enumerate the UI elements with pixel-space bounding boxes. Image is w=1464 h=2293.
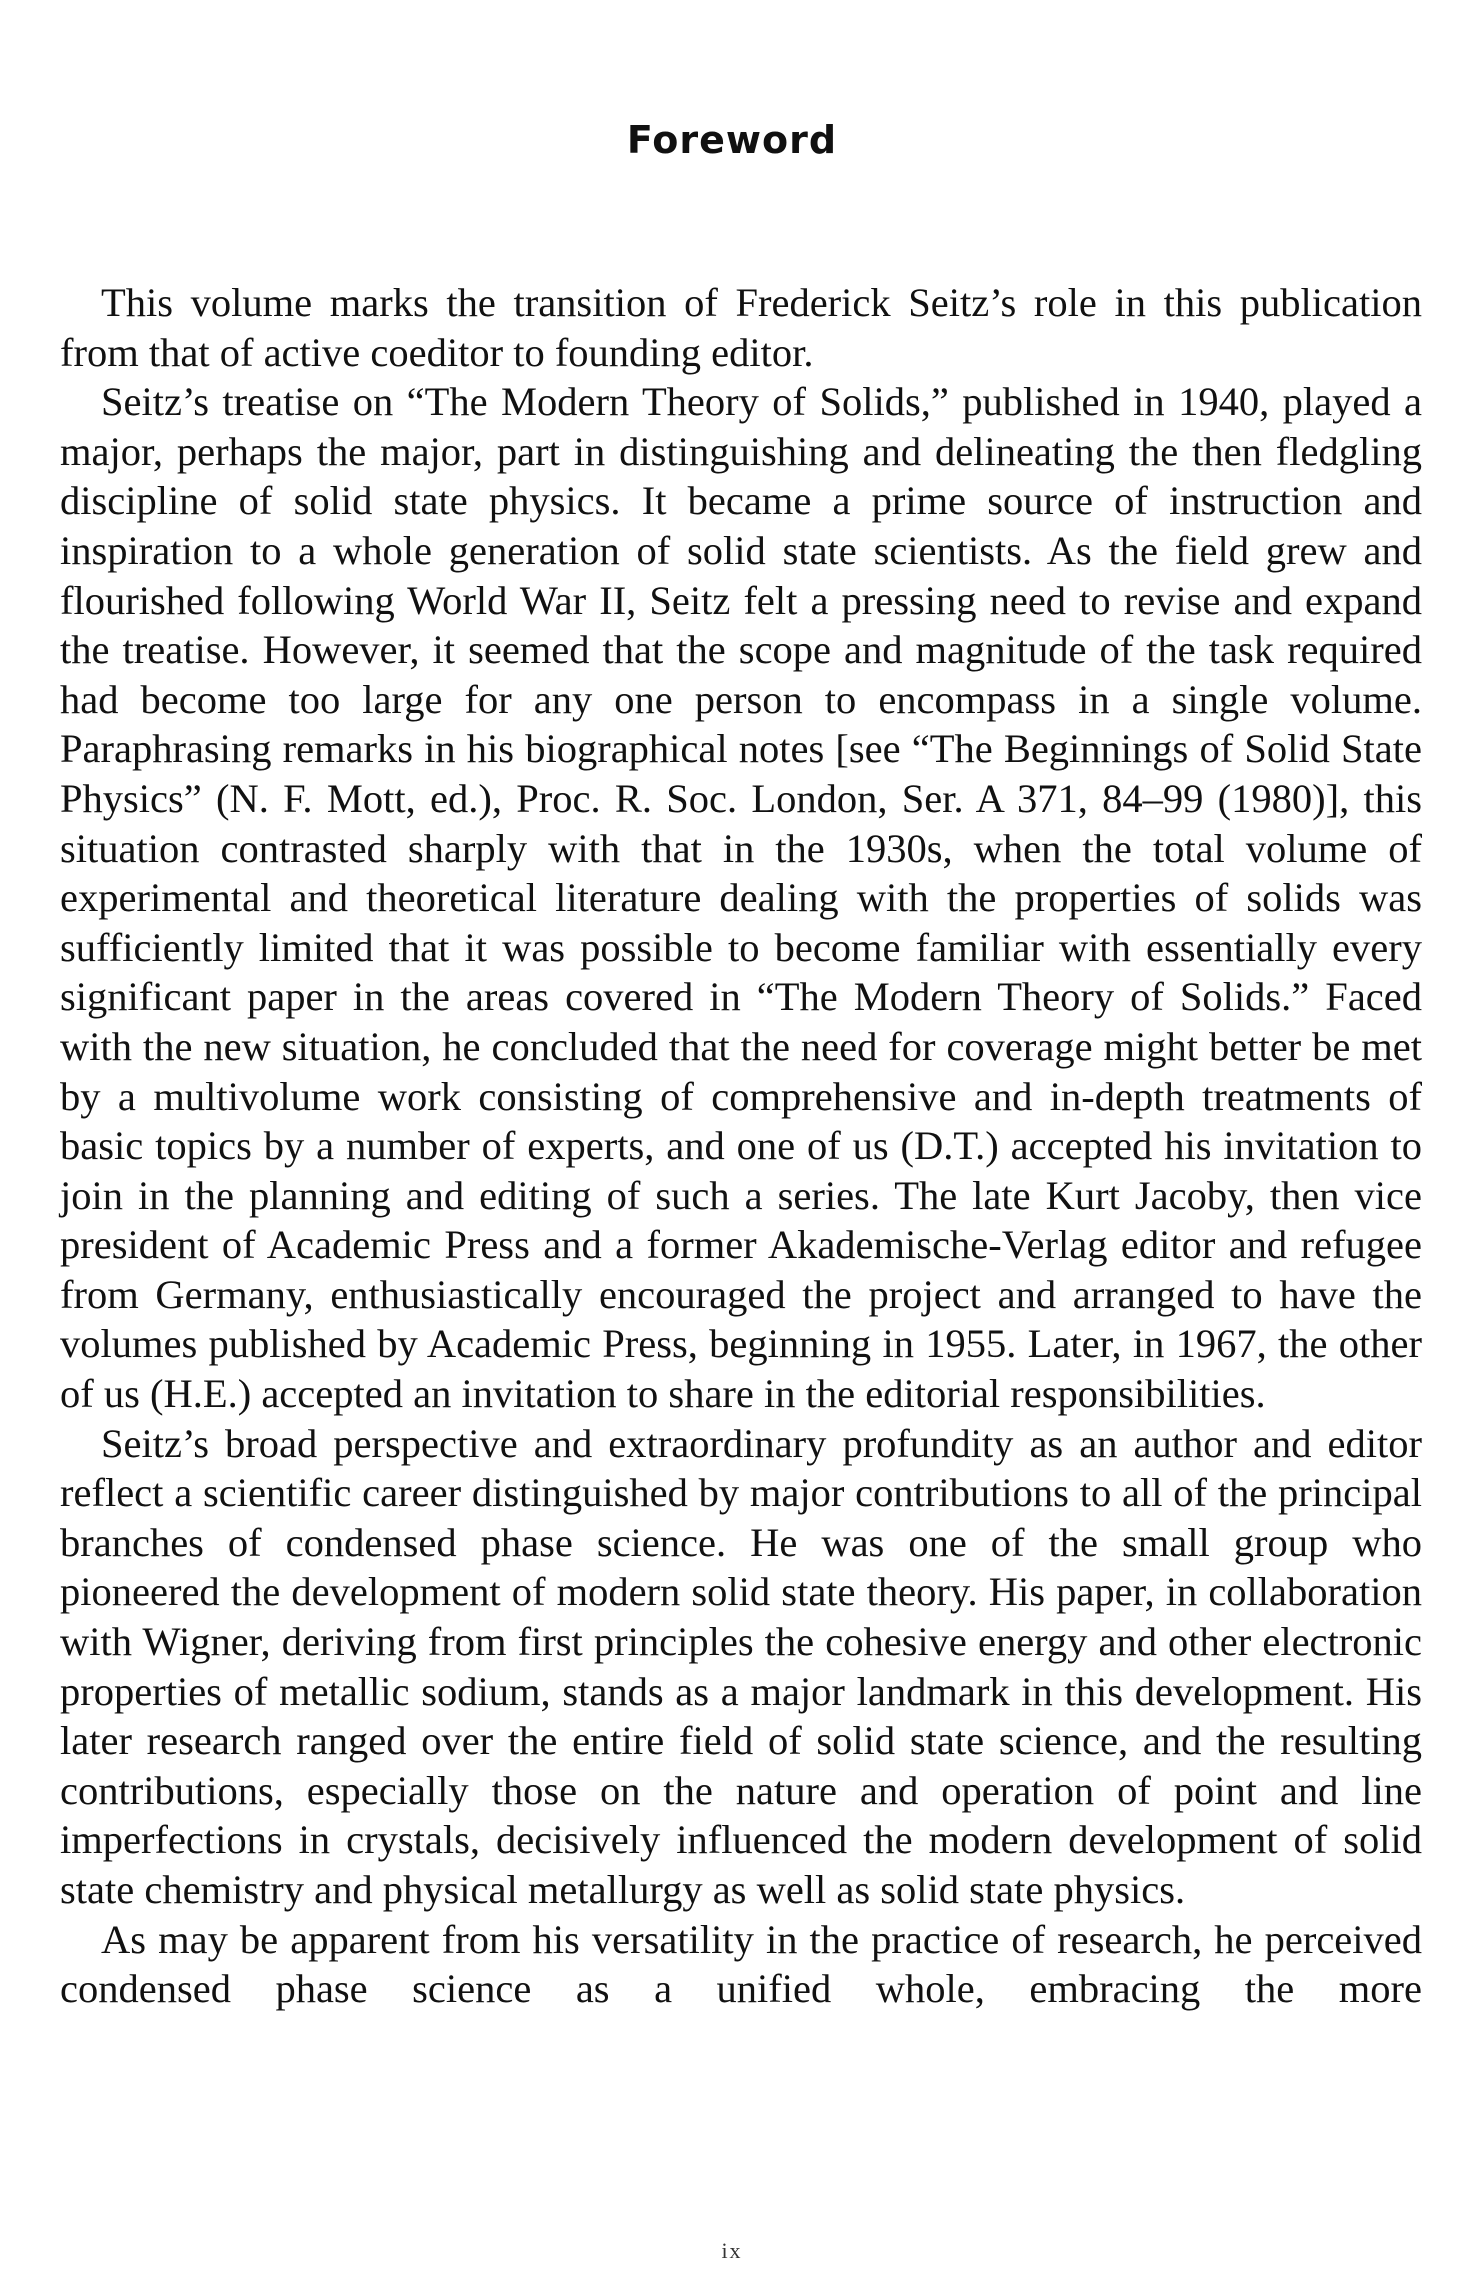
foreword-body	[60, 278, 1422, 2014]
paragraph-2: Seitz’s treatise on “The Modern Theory of Solids,” published in 1940, played a major, perhaps the major, part in distinguishing and delineating the then fledgling discipline of solid state physics. It became a prime source of instruction and inspiration to a whole generation of solid state scientists. As the field grew and flourished following World War II, Seitz felt a pressing need to revise and expand the treatise. However, it seemed that the scope and magnitude of the task required had become too large for any one person to encompass in a single volume. Paraphrasing remarks in his biographical notes [see “The Beginnings of Solid State Physics” (N. F. Mott, ed.), Proc. R. Soc. London, Ser. A 371, 84–99 (1980)], this situation contrasted sharply with that in the 1930s, when the total volume of experimental and theoretical literature dealing with the properties of solids was sufficiently limited that it was possible to become familiar with essentially every significant paper in the areas covered in “The Modern Theory of Solids.” Faced with the new situation, he concluded that the need for coverage might better be met by a multivolume work consisting of comprehensive and in-depth treatments of basic topics by a number of experts, and one of us (D.T.) accepted his invitation to join in the planning and editing of such a series. The late Kurt Jacoby, then vice president of Academic Press and a former Akademische-Verlag editor and refugee from Germany, enthusiastically encouraged the project and arranged to have the volumes published by Academic Press, beginning in 1955. Later, in 1967, the other of us (H.E.) accepted an invitation to share in the editorial responsibilities.	[60, 379, 1422, 1417]
page-title: Foreword	[626, 118, 838, 162]
paragraph-4: As may be apparent from his versatility in the practice of research, he perceived condensed phase science as a unified whole, embracing the more	[60, 1916, 1422, 2012]
paragraph-1: This volume marks the transition of Frederick Seitz’s role in this publication from that of active coeditor to founding editor.	[60, 280, 1422, 375]
paragraph-3: Seitz’s broad perspective and extraordinary profundity as an author and editor reflect a scientific career distinguished by major contributions to all of the principal branches of condensed phase science. He was one of the small group who pioneered the development of modern solid state theory. His paper, in collaboration with Wigner, deriving from first principles the cohesive energy and other electronic properties of metallic sodium, stands as a major landmark in this development. His later research ranged over the entire field of solid state science, and the resulting contributions, especially those on the nature and operation of point and line imperfections in crystals, decisively influenced the modern development of solid state chemistry and physical metallurgy as well as solid state physics.	[60, 1420, 1422, 1912]
page-number: ix	[721, 2238, 743, 2263]
